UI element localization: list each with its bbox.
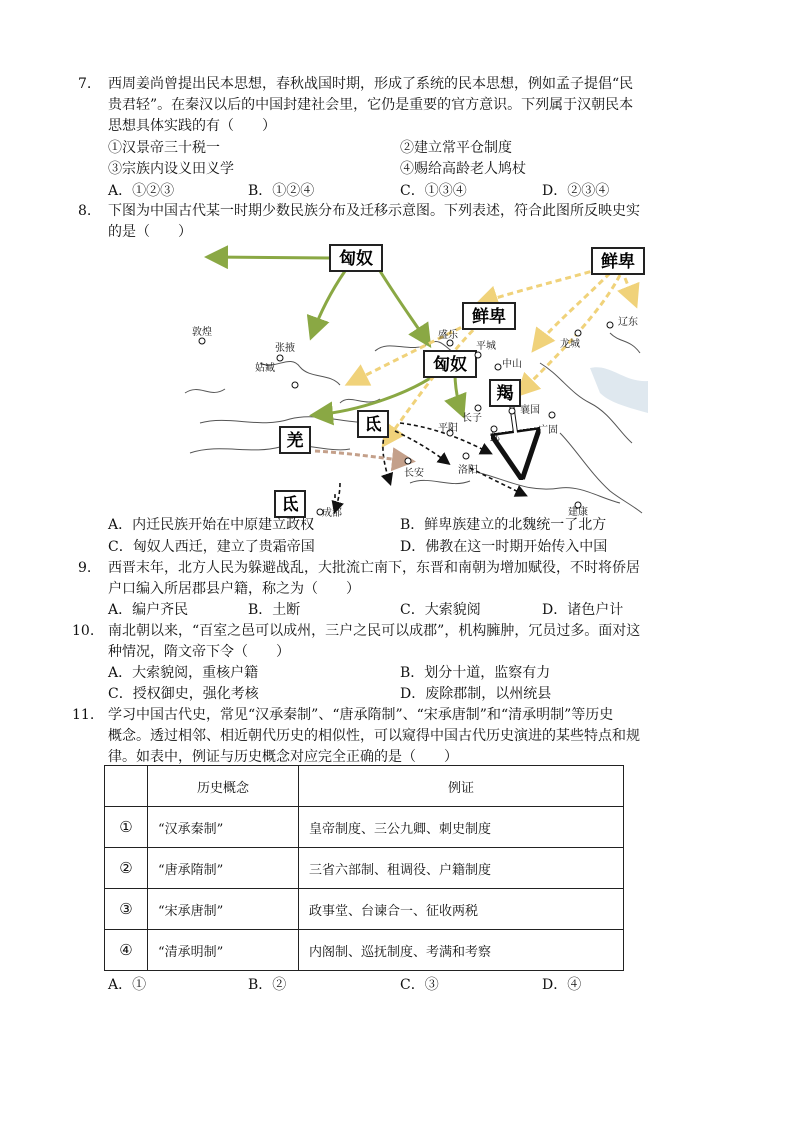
place-label: 敦煌 — [192, 327, 212, 338]
question-11 — [72, 705, 720, 768]
option-a[interactable]: A．①②③ — [108, 183, 175, 199]
table-cell: “宋承唐制” — [148, 889, 299, 930]
place-label: 张掖 — [275, 343, 295, 354]
table-cell: 内阁制、巡抚制度、考满和考察 — [299, 930, 624, 971]
option-b[interactable]: B．鲜卑族建立的北魏统一了北方 — [400, 517, 607, 533]
option-b[interactable]: B．①②④ — [248, 183, 315, 199]
option-c[interactable]: C．授权御史，强化考核 — [108, 686, 259, 702]
table-row — [105, 930, 624, 971]
table-cell: ② — [105, 848, 148, 889]
question-stem-line: 概念。透过相邻、相近朝代历史的相似性，可以窥得中国古代历史演进的某些特点和规 — [108, 728, 640, 744]
option-d[interactable]: D．④ — [542, 977, 582, 993]
place-label: 邺 — [490, 433, 500, 444]
statement-item: ④赐给高龄老人鸠杖 — [400, 161, 526, 177]
xianbei-routes — [350, 269, 635, 443]
option-b[interactable]: B．土断 — [248, 602, 301, 618]
tribe-label: 氐 — [364, 415, 382, 435]
tribe-label: 羌 — [286, 431, 304, 451]
question-number: 10. — [72, 623, 95, 639]
place-label: 洛阳 — [458, 465, 478, 476]
option-d[interactable]: D．诸色户计 — [542, 602, 624, 618]
tribe-box-xianbei-east — [592, 248, 644, 274]
qiang-route — [315, 451, 410, 461]
tribe-label: 氐 — [281, 495, 299, 515]
tribe-labels — [275, 245, 644, 517]
question-stem-line: 西周姜尚曾提出民本思想，春秋战国时期，形成了系统的民本思想，例如孟子提倡“民 — [108, 76, 634, 92]
place-label: 平城 — [476, 341, 496, 352]
table-cell: “汉承秦制” — [148, 807, 299, 848]
tribe-label: 匈奴 — [339, 249, 373, 269]
place-label: 长子 — [462, 413, 482, 424]
tribe-label: 鲜卑 — [472, 307, 506, 327]
place-label: 长安 — [404, 468, 424, 479]
place-label: 成都 — [322, 508, 342, 518]
table-header-cell: 历史概念 — [148, 766, 299, 807]
table-cell: 政事堂、台谏合一、征收两税 — [299, 889, 624, 930]
option-c[interactable]: C．大索貌阅 — [400, 602, 481, 618]
question-stem-line: 西晋末年，北方人民为躲避战乱，大批流亡南下，东晋和南朝为增加赋役，不时将侨居 — [108, 560, 640, 576]
table-cell: ③ — [105, 889, 148, 930]
place-label: 平阳 — [438, 423, 458, 434]
option-a[interactable]: A．内迁民族开始在中原建立政权 — [108, 517, 315, 533]
question-stem-line: 户口编入所居郡县户籍，称之为（ ） — [108, 581, 360, 597]
question-number: 8. — [78, 203, 92, 219]
question-10 — [72, 621, 720, 663]
table-header-row — [105, 766, 624, 807]
terrain-lines — [185, 333, 642, 513]
place-label: 辽东 — [618, 317, 638, 328]
table-row — [105, 807, 624, 848]
question-7 — [80, 74, 720, 137]
table-cell: “唐承隋制” — [148, 848, 299, 889]
tribe-box-xiongnu-north — [330, 245, 382, 271]
option-c[interactable]: C．匈奴人西迁，建立了贵霜帝国 — [108, 539, 315, 555]
option-c[interactable]: C．①③④ — [400, 183, 467, 199]
statement-item: ①汉景帝三十税一 — [108, 140, 220, 156]
question-stem-line: 贵君轻”。在秦汉以后的中国封建社会里，它仍是重要的官方意识。下列属于汉朝民本 — [108, 97, 634, 113]
table-cell: ① — [105, 807, 148, 848]
question-stem-line: 学习中国古代史，常见“汉承秦制”、“唐承隋制”、“宋承唐制”和“清承明制”等历史 — [108, 707, 614, 723]
question-stem-line: 下图为中国古代某一时期少数民族分布及迁移示意图。下列表述，符合此图所反映史实 — [108, 203, 640, 219]
table-header-cell — [105, 766, 148, 807]
place-label: 广固 — [538, 425, 558, 436]
question-9 — [80, 558, 720, 600]
xiongnu-routes — [210, 257, 462, 415]
option-a[interactable]: A．大索貌阅，重核户籍 — [108, 665, 259, 681]
migration-map — [180, 243, 648, 518]
place-label: 龙城 — [560, 339, 580, 350]
question-stem-line: 种情况，隋文帝下令（ ） — [108, 644, 290, 660]
option-a[interactable]: A．① — [108, 977, 147, 993]
statement-item: ③宗族内设义田义学 — [108, 161, 234, 177]
option-a[interactable]: A．编户齐民 — [108, 602, 189, 618]
tribe-box-jie — [490, 380, 520, 406]
place-label: 盛乐 — [438, 330, 458, 341]
option-b[interactable]: B．② — [248, 977, 287, 993]
question-number: 9. — [78, 560, 92, 576]
place-label: 中山 — [502, 359, 522, 370]
tribe-box-di-south — [275, 491, 305, 517]
concept-table — [104, 765, 624, 971]
option-b[interactable]: B．划分十道，监察有力 — [400, 665, 551, 681]
statement-item: ②建立常平仓制度 — [400, 140, 512, 156]
tribe-box-xianbei-center — [463, 303, 515, 329]
table-header-cell: 例证 — [299, 766, 624, 807]
question-number: 11. — [72, 707, 95, 723]
tribe-box-xiongnu-center — [424, 351, 476, 377]
option-d[interactable]: D．②③④ — [542, 183, 610, 199]
tribe-label: 匈奴 — [433, 355, 467, 375]
question-number: 7. — [78, 76, 92, 92]
question-stem-line: 南北朝以来，“百室之邑可以成州，三户之民可以成郡”，机构臃肿，冗员过多。面对这 — [108, 623, 641, 639]
question-stem-line: 的是（ ） — [108, 224, 192, 240]
table-cell: ④ — [105, 930, 148, 971]
option-d[interactable]: D．佛教在这一时期开始传入中国 — [400, 539, 608, 555]
place-label: 襄国 — [520, 405, 540, 416]
table-row — [105, 848, 624, 889]
table-cell: 皇帝制度、三公九卿、刺史制度 — [299, 807, 624, 848]
place-label: 建康 — [568, 507, 588, 518]
option-c[interactable]: C．③ — [400, 977, 439, 993]
table-cell: 三省六部制、租调役、户籍制度 — [299, 848, 624, 889]
question-stem-line: 律。如表中，例证与历史概念对应完全正确的是（ ） — [108, 749, 458, 765]
table-cell: “清承明制” — [148, 930, 299, 971]
option-d[interactable]: D．废除郡制，以州统县 — [400, 686, 552, 702]
table-row — [105, 889, 624, 930]
place-label: 姑臧 — [255, 363, 275, 374]
question-stem-line: 思想具体实践的有（ ） — [108, 118, 276, 134]
tribe-box-qiang — [280, 427, 310, 453]
tribe-box-di-center — [358, 411, 388, 437]
tribe-label: 羯 — [496, 384, 514, 404]
question-8 — [80, 201, 720, 243]
tribe-label: 鲜卑 — [601, 252, 635, 272]
